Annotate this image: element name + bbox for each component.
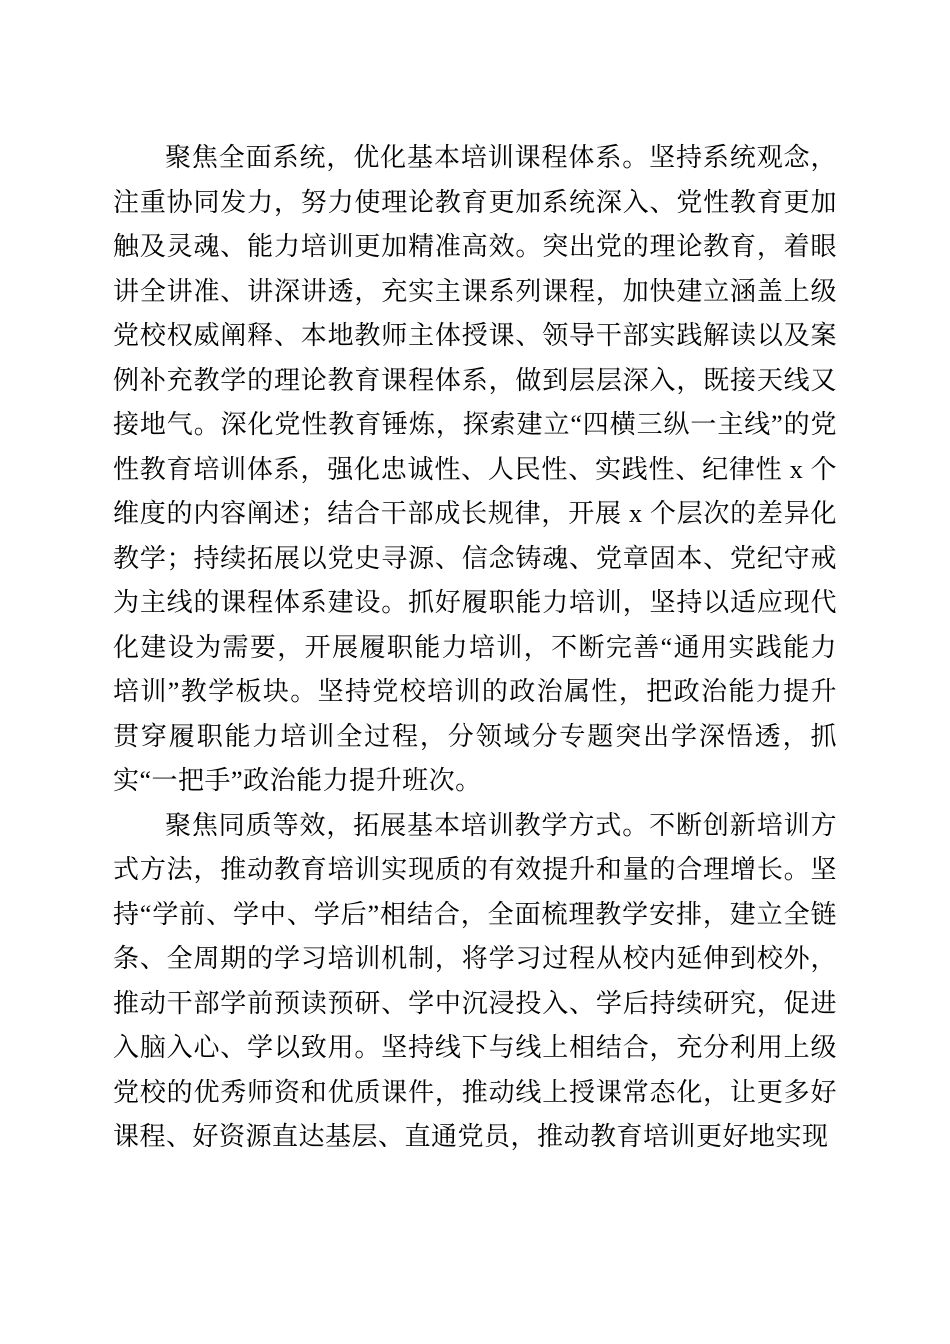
document-body-text xyxy=(113,136,837,1160)
paragraph-1: 聚焦全面系统，优化基本培训课程体系。坚持系统观念，注重协同发力，努力使理论教育更加系统深入、党性教育更加触及灵魂、能力培训更加精准高效。突出党的理论教育，着眼讲全讲准、讲深讲透，充实主课系列课程，加快建立涵盖上级党校权威阐释、本地教师主体授课、领导干部实践解读以及案例补充教学的理论教育课程体系，做到层层深入，既接天线又接地气。深化党性教育锤炼，探索建立“四横三纵一主线”的党性教育培训体系，强化忠诚性、人民性、实践性、纪律性 x 个维度的内容阐述；结合干部成长规律，开展 x 个层次的差异化教学；持续拓展以党史寻源、信念铸魂、党章固本、党纪守戒为主线的课程体系建设。抓好履职能力培训，坚持以适应现代化建设为需要，开展履职能力培训，不断完善“通用实践能力培训”教学板块。坚持党校培训的政治属性，把政治能力提升贯穿履职能力培训全过程，分领域分专题突出学深悟透，抓实“一把手”政治能力提升班次。 xyxy=(113,143,837,795)
paragraph-2: 聚焦同质等效，拓展基本培训教学方式。不断创新培训方式方法，推动教育培训实现质的有效提升和量的合理增长。坚持“学前、学中、学后”相结合，全面梳理教学安排，建立全链条、全周期的学习培训机制，将学习过程从校内延伸到校外，推动干部学前预读预研、学中沉浸投入、学后持续研究，促进入脑入心、学以致用。坚持线下与线上相结合，充分利用上级党校的优秀师资和优质课件，推动线上授课常态化，让更多好课程、好资源直达基层、直通党员，推动教育培训更好地实现 xyxy=(113,810,837,1151)
